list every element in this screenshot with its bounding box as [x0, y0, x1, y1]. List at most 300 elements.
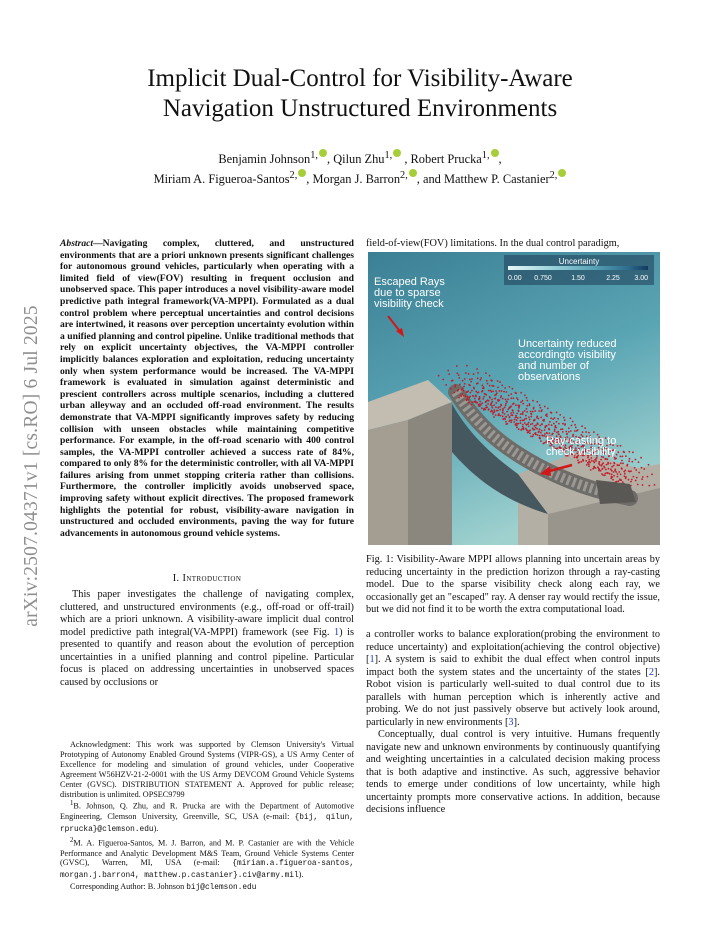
ray-point [467, 399, 469, 401]
ray-point [524, 410, 526, 412]
orcid-icon[interactable] [409, 169, 417, 177]
ray-point [526, 400, 528, 402]
ray-point [611, 466, 613, 468]
ray-point [630, 481, 632, 483]
ray-point [507, 398, 509, 400]
annotation-line: and number of [518, 360, 589, 372]
ray-point [488, 400, 490, 402]
annotation-line: Escaped Rays [374, 276, 445, 288]
ray-point [462, 380, 464, 382]
ray-point [574, 430, 576, 432]
ray-point [480, 377, 482, 379]
ray-point [502, 408, 504, 410]
ray-point [468, 402, 470, 404]
ray-point [524, 422, 526, 424]
ray-point [517, 399, 519, 401]
ray-point [493, 404, 495, 406]
ray-point [641, 478, 643, 480]
ray-point [480, 404, 482, 406]
ray-point [544, 427, 546, 429]
ray-point [495, 402, 497, 404]
ray-point [505, 399, 507, 401]
ray-point [456, 365, 458, 367]
ray-point [534, 425, 536, 427]
ray-point [526, 424, 528, 426]
ray-point [530, 436, 532, 438]
ray-point [532, 436, 534, 438]
ray-point [502, 411, 504, 413]
ray-point [457, 389, 459, 391]
ray-point [515, 392, 517, 394]
ray-point [481, 402, 483, 404]
ray-point [604, 458, 606, 460]
ray-point [540, 407, 542, 409]
ray-point [497, 387, 499, 389]
ray-point [641, 467, 643, 469]
ray-point [560, 428, 562, 430]
ray-point [464, 383, 466, 385]
abstract [60, 238, 354, 539]
ray-point [624, 475, 626, 477]
ray-point [475, 395, 477, 397]
ray-point [506, 411, 508, 413]
ray-point [475, 401, 477, 403]
ray-point [526, 411, 528, 413]
abstract-text: —Navigating complex, cluttered, and unstructured environments that are a priori unknown presents significant challenges for autonomous ground vehicles, particularly when operating with a limited field of view(FOV) resulting in frequent occlusion and unobserved space. This paper introduces a novel visibility-aware model predictive path integral framework(VA-MPPI). Formulated as a dual control problem where perceptual uncertainties and control decisions are intertwined, it reasons over perception uncertainty evolution within a unified planning and control pipeline. Unlike traditional methods that rely on explicit uncertainty objectives, the VA-MPPI controller implicitly balances exploration and exploitation, reducing uncertainty only when system performance would be increased. The VA-MPPI framework is evaluated in simulation against deterministic and prescient controllers across multiple scenarios, including a cluttered urban alleyway and an occluded off-road environment. The results demonstrate that VA-MPPI significantly improves safety by reducing collision with unseen obstacles while maintaining competitive performance. For example, in the off-road scenario with 400 control samples, the VA-MPPI controller achieved a success rate of 84%, compared to only 8% for the deterministic controller, with all VA-MPPI failures arising from unmet stopping criteria rather than collisions. Furthermore, the controller implicitly avoids unobserved space, improving safety without explicit directives. The proposed framework highlights the potential for robust, visibility-aware navigation in unstructured and occluded environments, paving the way for future advancements in autonomous ground vehicle systems. [60, 238, 354, 539]
ray-point [520, 401, 522, 403]
ray-point [548, 428, 550, 430]
ray-point [447, 370, 449, 372]
ray-point [615, 471, 617, 473]
ray-point [445, 384, 447, 386]
ray-point [455, 384, 457, 386]
ray-point [568, 427, 570, 429]
ray-point [531, 414, 533, 416]
ray-point [478, 405, 480, 407]
ray-point [617, 464, 619, 466]
ray-point [510, 412, 512, 414]
ray-point [479, 401, 481, 403]
ray-point [465, 372, 467, 374]
ray-point [540, 432, 542, 434]
ray-point [590, 469, 592, 471]
ray-point [621, 467, 623, 469]
ray-point [586, 464, 588, 466]
ray-point [520, 420, 522, 422]
ray-point [627, 464, 629, 466]
ray-point [625, 455, 627, 457]
ray-point [504, 413, 506, 415]
colorbar-tick-label: 0.00 [508, 275, 522, 282]
ray-point [588, 465, 590, 467]
ray-point [461, 393, 463, 395]
ray-point [454, 386, 456, 388]
ray-point [516, 419, 518, 421]
ray-point [501, 390, 503, 392]
annotation-line: due to sparse [374, 287, 441, 299]
ray-point [476, 368, 478, 370]
ray-point [522, 403, 524, 405]
ray-point [549, 432, 551, 434]
ray-point [533, 420, 535, 422]
ray-point [648, 464, 650, 466]
annotation-escaped-rays [374, 276, 445, 310]
acknowledgment-footnote: Acknowledgment: This work was supported by Clemson University's Virtual Prototyping of Autonomy Enabled Ground Systems (VIPR-GS), a US Army Center of Excellence for modeling and simulation of ground vehicles, under Cooperative Agreement W56HZV-21-2-0001 with the US Army DEVCOM Ground Vehicle Systems Center (GVSC). DISTRIBUTION STATEMENT A. Approved for public release; distribution is unlimited. OPSEC9799 [60, 740, 354, 799]
ray-point [473, 401, 475, 403]
ray-point [530, 416, 532, 418]
ray-point [614, 468, 616, 470]
ray-point [616, 454, 618, 456]
ray-point [648, 485, 650, 487]
ray-point [456, 373, 458, 375]
ray-point [511, 419, 513, 421]
ray-point [514, 419, 516, 421]
ray-point [482, 390, 484, 392]
ray-point [532, 429, 534, 431]
ray-point [502, 415, 504, 417]
ray-point [638, 461, 640, 463]
abstract-label: Abstract [60, 238, 94, 249]
ray-point [554, 430, 556, 432]
ray-point [516, 427, 518, 429]
ray-point [594, 459, 596, 461]
ray-point [609, 473, 611, 475]
ray-point [529, 432, 531, 434]
annotation-line: visibility check [374, 298, 444, 310]
ray-point [494, 397, 496, 399]
ray-point [622, 456, 624, 458]
ray-point [466, 365, 468, 367]
ray-point [620, 462, 622, 464]
ray-point [550, 417, 552, 419]
ray-point [543, 420, 545, 422]
ray-point [576, 430, 578, 432]
ray-point [577, 460, 579, 462]
ray-point [599, 464, 601, 466]
ray-point [622, 481, 624, 483]
ray-point [546, 425, 548, 427]
author-name: Matthew P. Castanier [443, 171, 550, 186]
right-column-top-text: field-of-view(FOV) limitations. In the dual control paradigm, [366, 238, 620, 249]
ray-point [477, 372, 479, 374]
ray-point [504, 387, 506, 389]
ray-point [643, 468, 645, 470]
title-line-2: Navigation Unstructured Environments [162, 95, 558, 122]
ray-point [623, 451, 625, 453]
ray-point [617, 480, 619, 482]
ray-point [478, 399, 480, 401]
ray-point [513, 397, 515, 399]
ray-point [490, 404, 492, 406]
ray-point [591, 460, 593, 462]
ray-point [632, 451, 634, 453]
ray-point [584, 427, 586, 429]
ray-point [604, 467, 606, 469]
ray-point [529, 419, 531, 421]
ray-point [490, 402, 492, 404]
ray-point [464, 378, 466, 380]
ray-point [605, 469, 607, 471]
ray-point [550, 411, 552, 413]
ray-point [518, 407, 520, 409]
ray-point [570, 417, 572, 419]
ray-point [524, 394, 526, 396]
ray-point [471, 390, 473, 392]
colorbar-tick-label: 0.750 [534, 275, 552, 282]
ray-point [473, 373, 475, 375]
ray-point [500, 397, 502, 399]
ray-point [617, 473, 619, 475]
orcid-icon[interactable] [491, 149, 499, 157]
wall-block [408, 402, 452, 545]
ray-point [565, 431, 567, 433]
ray-point [481, 407, 483, 409]
ray-point [606, 464, 608, 466]
ray-point [585, 460, 587, 462]
ray-point [507, 423, 509, 425]
ray-point [470, 404, 472, 406]
ray-point [631, 479, 633, 481]
ray-point [628, 479, 630, 481]
ray-point [491, 407, 493, 409]
ray-point [502, 409, 504, 411]
ray-point [529, 405, 531, 407]
citation-link[interactable]: 2 [648, 666, 654, 678]
ray-point [532, 411, 534, 413]
ray-point [620, 479, 622, 481]
ray-point [508, 395, 510, 397]
ray-point [608, 468, 610, 470]
arxiv-identifier: arXiv:2507.04371v1 [cs.RO] 6 Jul 2025 [21, 305, 42, 627]
ray-point [501, 385, 503, 387]
ray-point [528, 426, 530, 428]
figure-reference-link[interactable]: 1 [333, 626, 340, 638]
figure-caption: Fig. 1: Visibility-Aware MPPI allows planning into uncertain areas by reducing uncertainty in the prediction horizon through a ray-casting model. Due to the sparse visibility check along each ray, we occasionally get an "escaped" ray. A denser ray would rectify the issue, but we did not find it to be worth the extra computational load. [366, 554, 660, 615]
ray-point [613, 471, 615, 473]
ray-point [539, 435, 541, 437]
ray-point [536, 428, 538, 430]
paragraph: Conceptually, dual control is very intuitive. Humans frequently navigate new and unknown environments by continuously quantifying and weighting uncertainties in a calculated decision making process that is both adaptive and instinctive. As such, aggressive behavior tends to emerge under conditions of low uncertainty, while high uncertainty prompts more conservative actions. In addition, because decisions influence [366, 729, 660, 815]
ray-point [474, 398, 476, 400]
ray-point [490, 379, 492, 381]
ray-point [635, 469, 637, 471]
ray-point [506, 400, 508, 402]
ray-point [509, 386, 511, 388]
ray-point [532, 423, 534, 425]
ray-point [580, 461, 582, 463]
ray-point [493, 416, 495, 418]
ray-point [588, 459, 590, 461]
ray-point [513, 412, 515, 414]
ray-point [463, 395, 465, 397]
ray-point [537, 422, 539, 424]
ray-point [535, 427, 537, 429]
ray-point [602, 462, 604, 464]
ray-point [540, 410, 542, 412]
ray-point [488, 390, 490, 392]
ray-point [544, 429, 546, 431]
colorbar-tick-label: 3.00 [634, 275, 648, 282]
ray-point [604, 473, 606, 475]
ray-point [582, 459, 584, 461]
ray-point [553, 423, 555, 425]
ray-point [551, 424, 553, 426]
ray-point [651, 473, 653, 475]
ray-point [536, 401, 538, 403]
ray-point [620, 456, 622, 458]
ray-point [505, 403, 507, 405]
introduction-text: This paper investigates the challenge of navigating complex, cluttered, and unstructured environments (e.g., off-road or off-trail) which are a priori unknown. A visibility-aware implicit dual control model predictive path integral(VA-MPPI) framework (see Fig. 1) is presented to quantify and reason about the evolution of perception uncertainties in a unified planning and control pipeline. Particular focus is placed on addressing uncertainties in unobserved spaces caused by occlusions or [60, 589, 355, 688]
ray-point [546, 432, 548, 434]
ray-point [495, 414, 497, 416]
ray-point [593, 460, 595, 462]
ray-point [602, 474, 604, 476]
ray-point [517, 405, 519, 407]
paper-title [80, 64, 640, 124]
ray-point [450, 388, 452, 390]
ray-point [469, 385, 471, 387]
ray-point [622, 462, 624, 464]
ray-point [522, 419, 524, 421]
ray-point [488, 408, 490, 410]
ray-point [534, 433, 536, 435]
ray-point [491, 401, 493, 403]
ray-point [635, 459, 637, 461]
ray-point [638, 472, 640, 474]
ray-point [482, 385, 484, 387]
ray-point [485, 401, 487, 403]
ray-point [613, 475, 615, 477]
orcid-icon[interactable] [393, 149, 401, 157]
ray-point [500, 404, 502, 406]
ray-point [558, 423, 560, 425]
ray-point [477, 377, 479, 379]
ray-point [557, 418, 559, 420]
ray-point [613, 462, 615, 464]
ray-point [610, 477, 612, 479]
ray-point [522, 400, 524, 402]
ray-point [522, 413, 524, 415]
ray-point [544, 406, 546, 408]
ray-point [516, 397, 518, 399]
citation-link[interactable]: 3 [508, 716, 514, 728]
colorbar [508, 266, 648, 270]
ray-point [510, 397, 512, 399]
ray-point [448, 373, 450, 375]
ray-point [495, 394, 497, 396]
ray-point [624, 470, 626, 472]
ray-point [539, 404, 541, 406]
ray-point [634, 467, 636, 469]
ray-point [552, 418, 554, 420]
ray-point [516, 413, 518, 415]
ray-point [469, 392, 471, 394]
author-name: Qilun Zhu [333, 152, 385, 167]
email-text: bij@clemson.edu [186, 884, 257, 893]
annotation-ray-casting [546, 435, 616, 458]
ray-point [554, 429, 556, 431]
ray-point [540, 417, 542, 419]
ray-point [504, 418, 506, 420]
ray-point [499, 406, 501, 408]
ray-point [528, 422, 530, 424]
ray-point [541, 423, 543, 425]
ray-point [535, 424, 537, 426]
ray-point [451, 380, 453, 382]
orcid-icon[interactable] [298, 169, 306, 177]
ray-point [487, 403, 489, 405]
ray-point [507, 414, 509, 416]
ray-point [494, 411, 496, 413]
annotation-line: accordingto visibility [518, 349, 616, 361]
ray-point [438, 375, 440, 377]
ray-point [647, 476, 649, 478]
ray-point [563, 417, 565, 419]
ray-point [505, 405, 507, 407]
ray-point [513, 421, 515, 423]
ray-point [497, 407, 499, 409]
ray-point [466, 399, 468, 401]
annotation-line: Uncertainty reduced [518, 338, 617, 350]
ray-point [620, 474, 622, 476]
ray-point [499, 409, 501, 411]
ray-point [611, 470, 613, 472]
ray-point [525, 415, 527, 417]
ray-point [495, 390, 497, 392]
ray-point [611, 474, 613, 476]
ray-point [588, 463, 590, 465]
ray-point [526, 430, 528, 432]
ray-point [484, 409, 486, 411]
ray-point [495, 406, 497, 408]
ray-point [620, 445, 622, 447]
ray-point [568, 431, 570, 433]
ray-point [462, 387, 464, 389]
ray-point [585, 431, 587, 433]
ray-point [510, 393, 512, 395]
ray-point [505, 421, 507, 423]
citation-link[interactable]: 1 [369, 654, 375, 665]
ray-point [491, 399, 493, 401]
ray-point [559, 414, 561, 416]
ray-point [500, 415, 502, 417]
ray-point [509, 420, 511, 422]
footnotes: Acknowledgment: This work was supported by Clemson University's Virtual Prototyping of Autonomy Enabled Ground Systems (VIPR-GS), a US Army Center of Excellence for modeling and simulation of ground vehicles, under Cooperative Agreement W56HZV-21-2-0001 with the US Army DEVCOM Ground Vehicle Systems Center (GVSC). DISTRIBUTION STATEMENT A. Approved for public release; distribution is unlimited. OPSEC9799 $^1$B. Johnson, Q. Zhu, and R. Prucka are with the Department of Automotive Engineering, Clemson University, Greenville, SC, USA (e-mail: {bij, qilun, rprucka}@clemson.edu). $^2$M. A. Figueroa-Santos, M. J. Barron, and M. P. Castanier are with the Vehicle Performance and Analytic Development M&S Team, Ground Vehicle Systems Center (GVSC), Warren, MI, USA (e-mail: {miriam.a.figueroa-santos, morgan.j.barron4, matthew.p.castanier}.civ@army.mil). Corresponding Author: B. Johnson bij@clemson.edu [60, 740, 354, 893]
ray-point [572, 421, 574, 423]
ray-point [624, 473, 626, 475]
ray-point [489, 375, 491, 377]
ray-point [562, 431, 564, 433]
ray-point [631, 461, 633, 463]
orcid-icon[interactable] [558, 169, 566, 177]
ray-point [598, 470, 600, 472]
ray-point [463, 386, 465, 388]
ray-point [616, 481, 618, 483]
ray-point [546, 415, 548, 417]
ray-point [509, 407, 511, 409]
ray-point [621, 460, 623, 462]
ray-point [509, 416, 511, 418]
ray-point [642, 476, 644, 478]
orcid-icon[interactable] [319, 149, 327, 157]
ray-point [613, 465, 615, 467]
ray-point [518, 410, 520, 412]
ray-point [529, 430, 531, 432]
ray-point [510, 421, 512, 423]
ray-point [499, 390, 501, 392]
ray-point [493, 409, 495, 411]
right-column-body: a controller works to balance exploration(probing the environment to reduce uncertainty) and exploitation(achieving the control objective) [1]. A system is said to exhibit the dual effect when control inputs impact both the system states and the uncertainty of the states [2]. Robot vision is particularly well-suited to dual control due to its parallels with human perception which is inherently active and probing. We do not just passively observe but actively look around, particularly in new environments [3]. Conceptually, dual control is very intuitive. Humans frequently navigate new and unknown environments by continuously quantifying and weighting uncertainties in a calculated decision making process that is both adaptive and instinctive. As such, aggressive behavior tends to emerge under conditions of low uncertainty, while high uncertainty prompts more conservative actions. In addition, because decisions influence [366, 629, 660, 815]
